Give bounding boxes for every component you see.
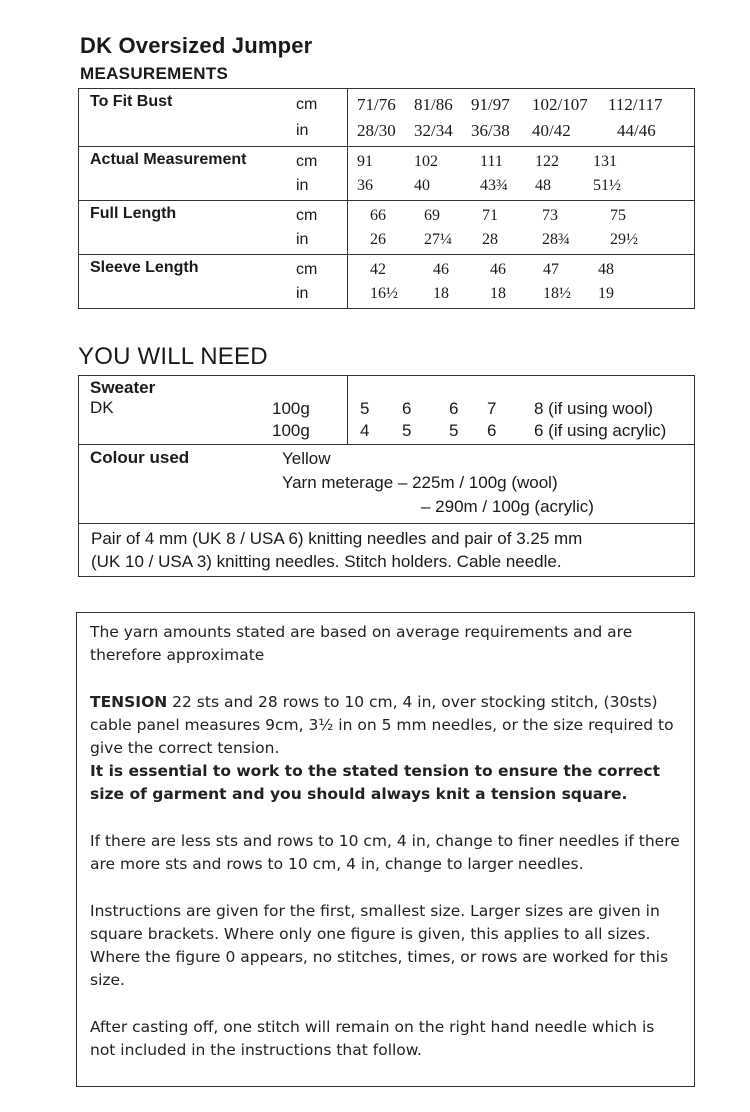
size-value: 18 <box>433 285 449 302</box>
size-value: 29½ <box>610 231 638 248</box>
ball-count: 5 <box>449 421 459 440</box>
value-line <box>357 174 694 198</box>
needle-change-note: If there are less sts and rows to 10 cm, 4 in, change to finer needles if there are more sts and rows to 10 cm, 4 in, change to larger needles. <box>90 832 680 873</box>
page-title: DK Oversized Jumper <box>80 33 313 58</box>
value-line <box>370 228 694 252</box>
size-value: 91/97 <box>471 95 510 114</box>
measurements-table <box>78 88 695 309</box>
colour-label: Colour used <box>90 448 190 467</box>
ball-count: 6 <box>449 399 459 418</box>
value-cell <box>347 201 694 254</box>
size-value: 131 <box>593 153 617 170</box>
size-value: 91 <box>357 153 373 170</box>
colour-name: Yellow <box>282 449 331 468</box>
size-value: 71 <box>482 207 498 224</box>
size-value: 18½ <box>543 285 571 302</box>
unit-in: in <box>296 177 309 194</box>
quantity-line <box>360 420 694 442</box>
ball-count: 8 (if using wool) <box>534 399 654 418</box>
size-value: 19 <box>598 285 614 302</box>
tension-warning: It is essential to work to the stated tension to ensure the correct size of garment and you should always knit a tension square. <box>90 762 660 803</box>
sweater-label: Sweater <box>90 378 156 397</box>
size-value: 102 <box>414 153 438 170</box>
measurements-heading: MEASUREMENTS <box>80 64 229 83</box>
weight-cell <box>272 376 347 444</box>
size-value: 111 <box>480 153 503 170</box>
size-value: 47 <box>543 261 559 278</box>
value-line <box>370 282 694 306</box>
ball-count: 6 (if using acrylic) <box>534 421 667 440</box>
unit-in: in <box>296 231 309 248</box>
you-will-need-heading: YOU WILL NEED <box>78 343 268 370</box>
size-value: 46 <box>433 261 449 278</box>
casting-off-note: After casting off, one stitch will remain on the right hand needle which is not included in the instructions that follow. <box>90 1018 655 1059</box>
unit-column <box>282 89 347 146</box>
ball-count: 6 <box>402 399 412 418</box>
table-row <box>79 89 694 147</box>
size-value: 122 <box>535 153 559 170</box>
value-line <box>370 258 694 282</box>
value-cell <box>347 89 694 146</box>
needles-row <box>79 524 694 576</box>
size-value: 51½ <box>593 177 621 194</box>
quantity-line <box>360 398 694 420</box>
unit-cm: cm <box>296 96 318 113</box>
quantity-cell <box>347 376 694 444</box>
tension-note <box>90 691 680 806</box>
size-value: 40/42 <box>532 121 571 140</box>
ball-count: 4 <box>360 421 370 440</box>
ball-weight: 100g <box>272 399 310 418</box>
size-value: 28/30 <box>357 121 396 140</box>
yarn-type: DK <box>90 398 114 417</box>
table-row <box>79 255 694 308</box>
colour-cell <box>272 445 694 523</box>
sizes-note: Instructions are given for the first, smallest size. Larger sizes are given in square brackets. Where only one figure is given, this applies to all sizes. Where the figure 0 appears, no stitches, times, or rows are worked for this size. <box>90 902 669 989</box>
value-cell <box>347 255 694 308</box>
size-value: 43¾ <box>480 177 508 194</box>
size-value: 102/107 <box>532 95 588 114</box>
row-label: To Fit Bust <box>90 93 173 110</box>
size-value: 44/46 <box>617 121 656 140</box>
row-label: Full Length <box>90 205 177 222</box>
unit-cm: cm <box>296 207 318 224</box>
unit-in: in <box>296 285 309 302</box>
row-label: Actual Measurement <box>90 151 247 168</box>
needles-text: Pair of 4 mm (UK 8 / USA 6) knitting needles and pair of 3.25 mm <box>91 529 583 548</box>
table-row <box>79 147 694 201</box>
size-value: 75 <box>610 207 626 224</box>
size-value: 18 <box>490 285 506 302</box>
notes-box <box>76 612 695 1087</box>
size-value: 28 <box>482 231 498 248</box>
size-value: 27¼ <box>424 231 452 248</box>
unit-cm: cm <box>296 261 318 278</box>
colour-row <box>79 445 694 524</box>
value-line <box>357 118 694 144</box>
size-value: 16½ <box>370 285 398 302</box>
size-value: 32/34 <box>414 121 453 140</box>
value-line <box>370 204 694 228</box>
size-value: 28¾ <box>542 231 570 248</box>
size-value: 71/76 <box>357 95 396 114</box>
unit-column <box>282 147 347 200</box>
yarn-meterage: Yarn meterage – 225m / 100g (wool) <box>282 473 558 492</box>
size-value: 66 <box>370 207 386 224</box>
you-will-need-table <box>78 375 695 577</box>
size-value: 36/38 <box>471 121 510 140</box>
size-value: 69 <box>424 207 440 224</box>
yarn-amounts-note: The yarn amounts stated are based on average requirements and are therefore approximate <box>90 623 633 664</box>
size-value: 42 <box>370 261 386 278</box>
table-row <box>79 201 694 255</box>
needles-text: (UK 10 / USA 3) knitting needles. Stitch holders. Cable needle. <box>91 552 562 571</box>
yarn-meterage: – 290m / 100g (acrylic) <box>421 497 594 516</box>
ball-count: 5 <box>360 399 370 418</box>
size-value: 36 <box>357 177 373 194</box>
value-line <box>357 150 694 174</box>
row-label: Sleeve Length <box>90 259 199 276</box>
tension-text: 22 sts and 28 rows to 10 cm, 4 in, over stocking stitch, (30sts) cable panel measures 9cm, 3½ in on 5 mm needles, or the size required to give the correct tension. <box>90 693 674 757</box>
size-value: 81/86 <box>414 95 453 114</box>
size-value: 73 <box>542 207 558 224</box>
size-value: 48 <box>598 261 614 278</box>
unit-cm: cm <box>296 153 318 170</box>
unit-in: in <box>296 122 309 139</box>
size-value: 46 <box>490 261 506 278</box>
sweater-row <box>79 376 694 445</box>
size-value: 40 <box>414 177 430 194</box>
value-line <box>357 92 694 118</box>
ball-count: 5 <box>402 421 412 440</box>
unit-column <box>282 201 347 254</box>
size-value: 112/117 <box>608 95 663 114</box>
value-cell <box>347 147 694 200</box>
unit-column <box>282 255 347 308</box>
ball-weight: 100g <box>272 421 310 440</box>
tension-label: TENSION <box>90 693 168 711</box>
ball-count: 7 <box>487 399 497 418</box>
size-value: 48 <box>535 177 551 194</box>
yarn-cell <box>79 376 272 444</box>
ball-count: 6 <box>487 421 497 440</box>
size-value: 26 <box>370 231 386 248</box>
